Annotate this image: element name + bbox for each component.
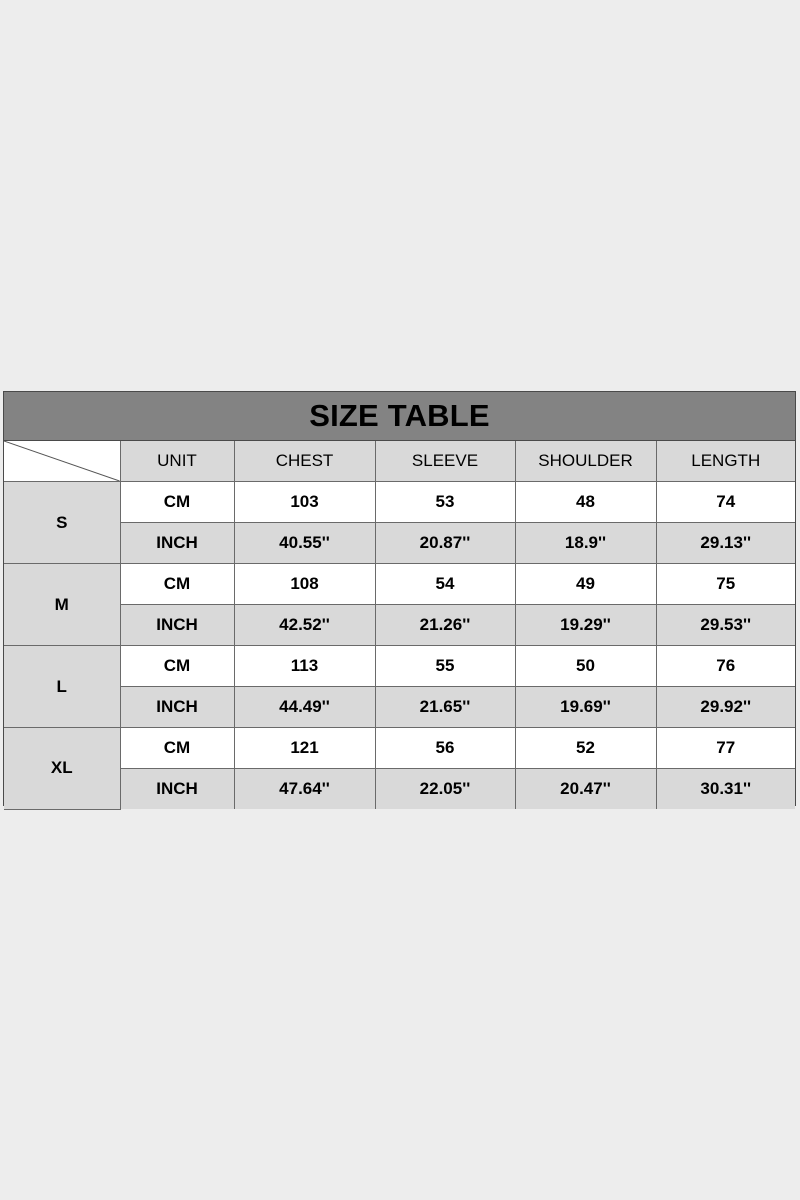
sleeve-value: 56 — [375, 728, 515, 769]
chest-value: 108 — [234, 564, 375, 605]
corner-cell — [4, 441, 120, 482]
sleeve-value: 55 — [375, 646, 515, 687]
shoulder-value: 48 — [515, 482, 656, 523]
header-unit: UNIT — [120, 441, 234, 482]
shoulder-value: 18.9'' — [515, 523, 656, 564]
table-row — [4, 728, 795, 769]
length-value: 29.13'' — [656, 523, 795, 564]
table-row — [4, 564, 795, 605]
table-row — [4, 605, 795, 646]
diagonal-divider-icon — [4, 441, 120, 481]
chest-value: 103 — [234, 482, 375, 523]
chest-value: 42.52'' — [234, 605, 375, 646]
length-value: 74 — [656, 482, 795, 523]
chest-value: 40.55'' — [234, 523, 375, 564]
header-shoulder: SHOULDER — [515, 441, 656, 482]
sleeve-value: 21.26'' — [375, 605, 515, 646]
length-value: 76 — [656, 646, 795, 687]
chest-value: 44.49'' — [234, 687, 375, 728]
table-row — [4, 646, 795, 687]
sleeve-value: 20.87'' — [375, 523, 515, 564]
length-value: 75 — [656, 564, 795, 605]
table-row — [4, 523, 795, 564]
size-grid — [4, 441, 795, 810]
length-value: 29.53'' — [656, 605, 795, 646]
unit-cell: CM — [120, 482, 234, 523]
shoulder-value: 49 — [515, 564, 656, 605]
size-label: S — [4, 482, 120, 564]
table-title: SIZE TABLE — [4, 392, 795, 441]
table-row — [4, 482, 795, 523]
table-row — [4, 687, 795, 728]
unit-cell: INCH — [120, 523, 234, 564]
unit-cell: INCH — [120, 687, 234, 728]
unit-cell: CM — [120, 728, 234, 769]
unit-cell: INCH — [120, 605, 234, 646]
shoulder-value: 20.47'' — [515, 769, 656, 810]
shoulder-value: 19.29'' — [515, 605, 656, 646]
chest-value: 113 — [234, 646, 375, 687]
header-row — [4, 441, 795, 482]
size-label: XL — [4, 728, 120, 810]
sleeve-value: 54 — [375, 564, 515, 605]
size-table — [3, 391, 796, 806]
shoulder-value: 50 — [515, 646, 656, 687]
length-value: 77 — [656, 728, 795, 769]
header-chest: CHEST — [234, 441, 375, 482]
sleeve-value: 21.65'' — [375, 687, 515, 728]
sleeve-value: 53 — [375, 482, 515, 523]
table-row — [4, 769, 795, 810]
unit-cell: CM — [120, 646, 234, 687]
size-label: M — [4, 564, 120, 646]
chest-value: 47.64'' — [234, 769, 375, 810]
header-sleeve: SLEEVE — [375, 441, 515, 482]
shoulder-value: 52 — [515, 728, 656, 769]
shoulder-value: 19.69'' — [515, 687, 656, 728]
chest-value: 121 — [234, 728, 375, 769]
size-label: L — [4, 646, 120, 728]
length-value: 30.31'' — [656, 769, 795, 810]
sleeve-value: 22.05'' — [375, 769, 515, 810]
header-length: LENGTH — [656, 441, 795, 482]
unit-cell: INCH — [120, 769, 234, 810]
unit-cell: CM — [120, 564, 234, 605]
length-value: 29.92'' — [656, 687, 795, 728]
